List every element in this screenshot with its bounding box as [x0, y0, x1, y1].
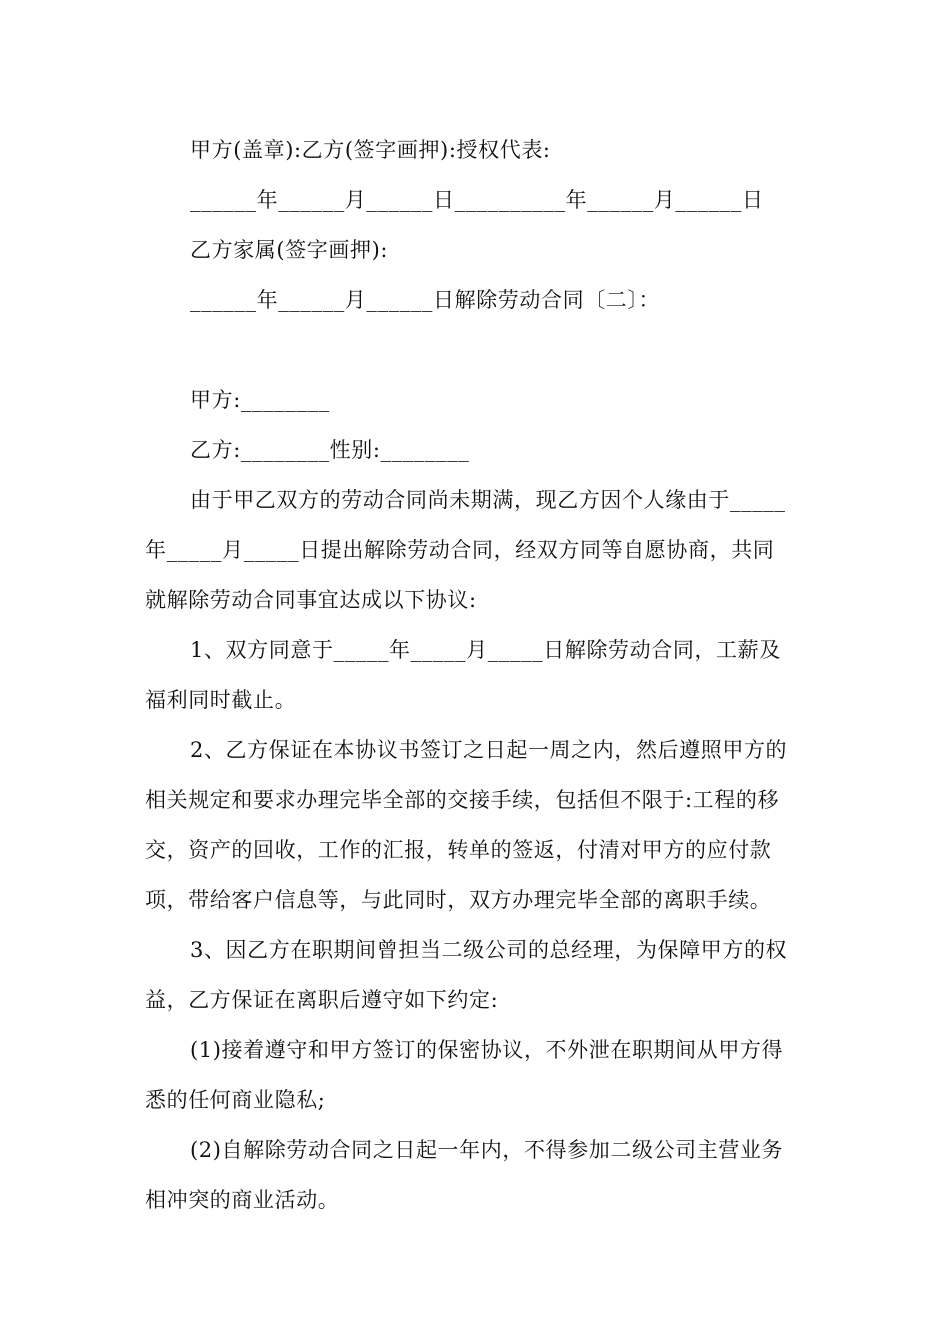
paragraph-intro-line-1: 由于甲乙双方的劳动合同尚未期满，现乙方因个人缘由于_____: [190, 488, 786, 512]
clause-2-line-3: 交，资产的回收，工作的汇报，转单的签返，付清对甲方的应付款: [145, 838, 772, 862]
paragraph-intro-line-2: 年_____月_____日提出解除劳动合同，经双方同等自愿协商，共同: [145, 538, 775, 562]
clause-2-line-2: 相关规定和要求办理完毕全部的交接手续，包括但不限于:工程的移: [145, 788, 780, 812]
signature-date-line: ______年______月______日__________年______月______日: [190, 188, 764, 212]
clause-2-line-4: 项，带给客户信息等，与此同时，双方办理完毕全部的离职手续。: [145, 888, 772, 912]
family-signature-line: 乙方家属(签字画押):: [190, 238, 389, 262]
signature-line-parties: 甲方(盖章):乙方(签字画押):授权代表:: [190, 138, 551, 162]
clause-1-line-2: 福利同时截止。: [145, 688, 297, 712]
subclause-2-line-2: 相冲突的商业活动。: [145, 1188, 340, 1212]
section-heading-line: ______年______月______日解除劳动合同〔二〕：: [190, 288, 661, 312]
clause-2-line-1: 2、乙方保证在本协议书签订之日起一周之内，然后遵照甲方的: [190, 738, 788, 762]
clause-1-line-1: 1、双方同意于_____年_____月_____日解除劳动合同，工薪及: [190, 638, 781, 662]
party-b-field: 乙方:________性别:________: [190, 438, 470, 462]
paragraph-intro-line-3: 就解除劳动合同事宜达成以下协议:: [145, 588, 477, 612]
clause-3-line-2: 益，乙方保证在离职后遵守如下约定:: [145, 988, 499, 1012]
subclause-2-line-1: (2)自解除劳动合同之日起一年内，不得参加二级公司主营业务: [190, 1138, 784, 1162]
clause-3-line-1: 3、因乙方在职期间曾担当二级公司的总经理，为保障甲方的权: [190, 938, 788, 962]
party-a-field: 甲方:________: [190, 388, 330, 412]
subclause-1-line-1: (1)接着遵守和甲方签订的保密协议，不外泄在职期间从甲方得: [190, 1038, 784, 1062]
subclause-1-line-2: 悉的任何商业隐私;: [145, 1088, 326, 1112]
